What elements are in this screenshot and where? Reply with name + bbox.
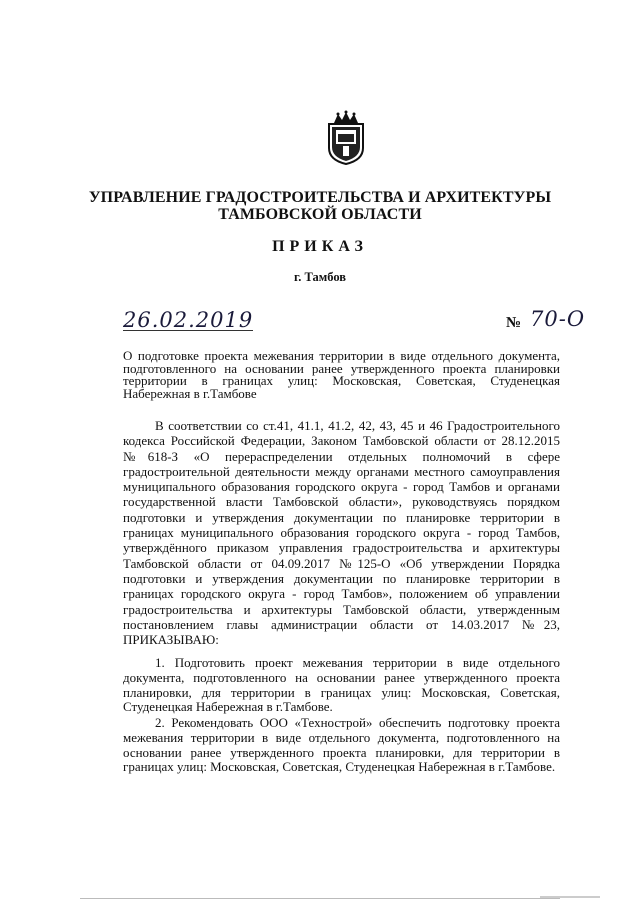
- organization-name-line1: УПРАВЛЕНИЕ ГРАДОСТРОИТЕЛЬСТВА И АРХИТЕКТУРЫ: [88, 189, 552, 206]
- order-subject: О подготовке проекта межевания территории в виде отдельного документа, подготовленного на основании ранее утвержденного проекта планировки территории в границах улиц: Московская, Советская, Студенецкая Набережная в г.Тамбове: [123, 348, 560, 401]
- document-type-title: ПРИКАЗ: [272, 238, 368, 255]
- order-item-1: 1. Подготовить проект межевания территории в виде отдельного документа, подготовленного на основании ранее утвержденного проекта планировки, для территории в границах улиц: Московская, Советская, Студенецкая Набережная в г.Тамбове.: [123, 655, 560, 715]
- city-label: г. Тамбов: [293, 270, 347, 284]
- scan-footer-artifact: [0, 888, 640, 905]
- preamble-paragraph: В соответствии со ст.41, 41.1, 41.2, 42, 43, 45 и 46 Градостроительного кодекса Российской Федерации, Законом Тамбовской области от 28.12.2015 №618-З «О перераспределении отдельных полномочий в сфере градостроительной деятельности между органами местного самоуправления муниципального образования городского округа - город Тамбов и органами государственной власти Тамбовской области», руководствуясь порядком подготовки и утверждения документации по планировке территории в границах муниципального образования городского округа - город Тамбов, утверждённого приказом управления градостроительства и архитектуры Тамбовской области от 04.09.2017 №125-О «Об утверждении Порядка подготовки и утверждения документации по планировке территории в границах городского округа - город Тамбов», положением об управлении градостроительства и архитектуры Тамбовской области, утвержденным постановлением главы администрации области от 14.03.2017 №23, ПРИКАЗЫВАЮ:: [123, 418, 560, 648]
- handwritten-date: 26.02.2019: [123, 308, 254, 332]
- order-item-2: 2. Рекомендовать ООО «Технострой» обеспечить подготовку проекта межевания территории в виде отдельного документа, подготовленного на основании ранее утвержденного проекта планировки, для территории в границах улиц: Московская, Советская, Студенецкая Набережная в г.Тамбове.: [123, 715, 560, 775]
- handwritten-order-number: 70-О: [530, 307, 586, 331]
- organization-name-line2: ТАМБОВСКОЙ ОБЛАСТИ: [218, 206, 422, 223]
- tambov-coat-of-arms-icon: [326, 110, 366, 165]
- order-number-label: №: [506, 315, 522, 331]
